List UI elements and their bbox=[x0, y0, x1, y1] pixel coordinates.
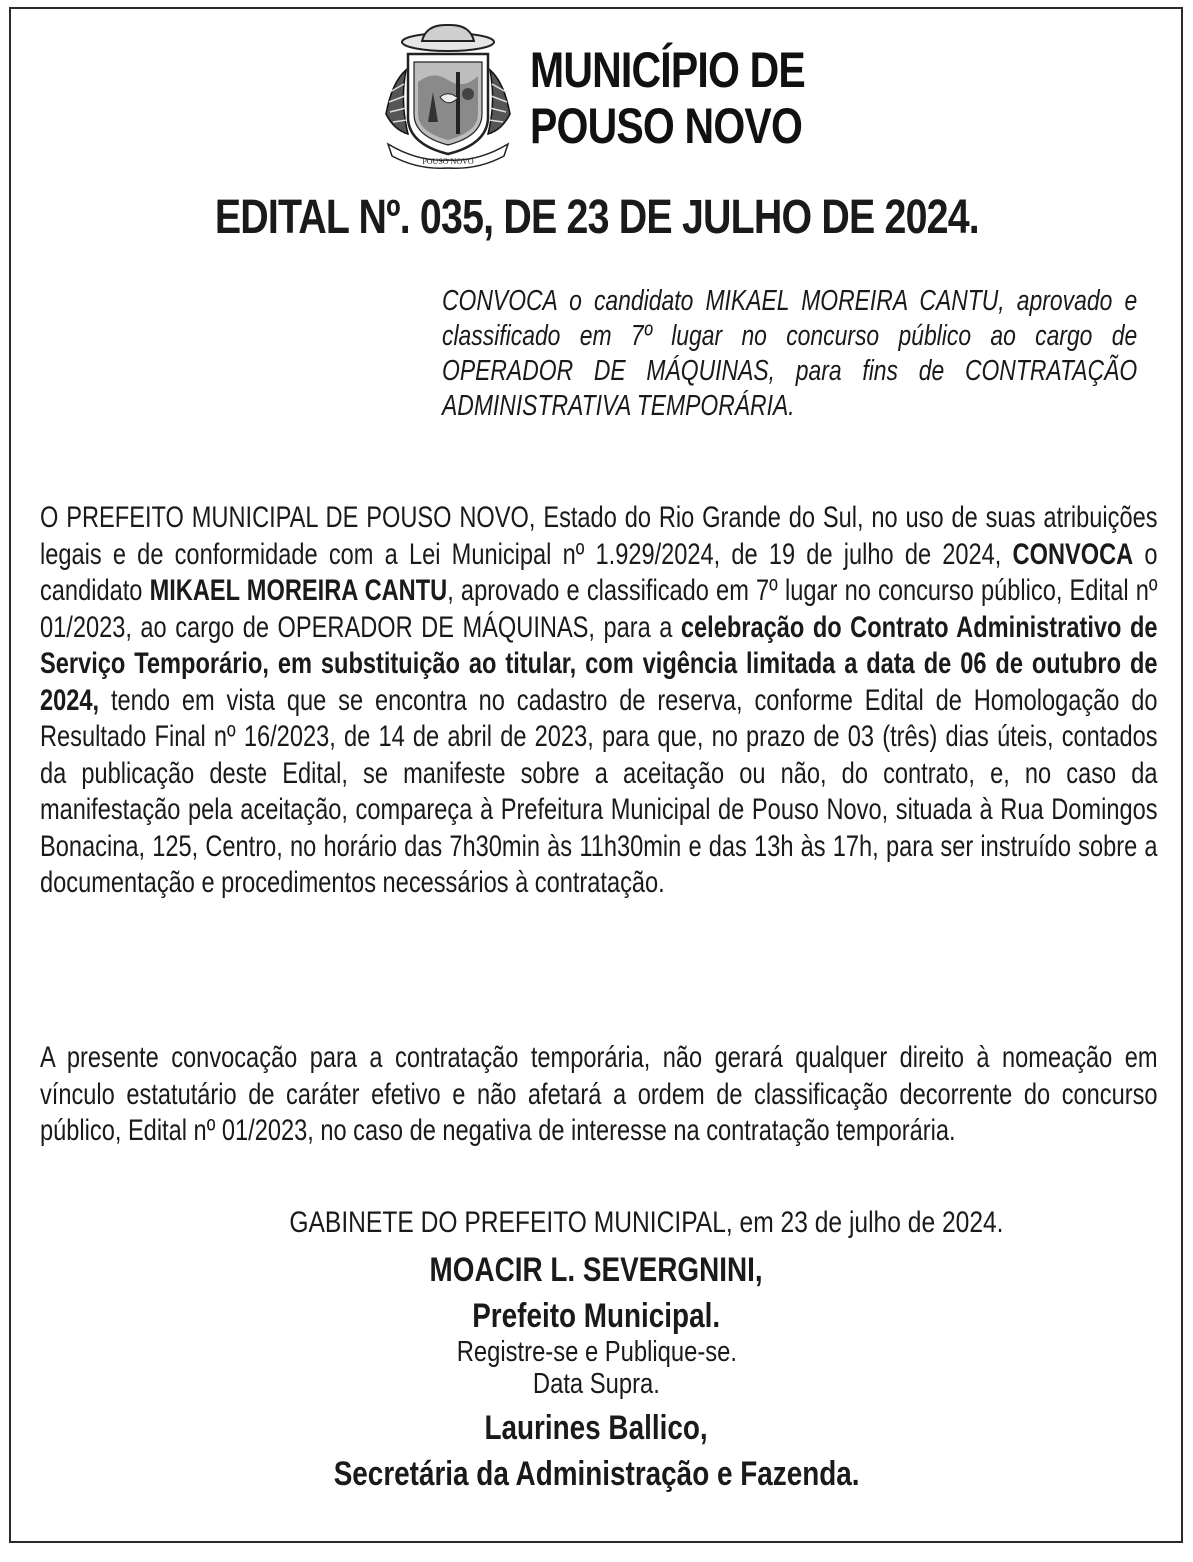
place-date-text: GABINETE DO PREFEITO MUNICIPAL, em 23 de julho de 2024. bbox=[289, 1206, 1004, 1239]
paragraph1-part3: , aprovado e classificado em 7º lugar no concurso público, Edital nº 01/2023, ao cargo de OPERADOR DE MÁQUINAS, para a bbox=[40, 574, 1158, 644]
paragraph1-part2: o candidato bbox=[40, 537, 1158, 607]
signoff-place-date bbox=[0, 1205, 1193, 1241]
edital-summary: CONVOCA o candidato MIKAEL MOREIRA CANTU, aprovado e classificado em 7º lugar no concurso público ao cargo de OPERADOR DE MÁQUINAS, para fins de CONTRATAÇÃO ADMINISTRATIVA TEMPORÁRIA. bbox=[442, 285, 1138, 422]
edital-title-text: EDITAL Nº. 035, DE 23 DE JULHO DE 2024. bbox=[214, 191, 979, 244]
document-header bbox=[378, 22, 858, 172]
contract-emphasis: celebração do Contrato Administrativo de Serviço Temporário, em substituição ao titular, com vigência limitada a data de 06 de outubro de 2024, bbox=[40, 610, 1158, 717]
edital-title bbox=[0, 190, 1193, 246]
paragraph1-part1: O PREFEITO MUNICIPAL DE POUSO NOVO, Estado do Rio Grande do Sul, no uso de suas atribuições legais e de conformidade com a Lei Municipal nº 1.929/2024, de 19 de julho de 2024, bbox=[40, 501, 1158, 571]
municipality-name bbox=[530, 42, 805, 154]
municipality-line2: POUSO NOVO bbox=[530, 98, 803, 154]
paragraph1-part4: tendo em vista que se encontra no cadastro de reserva, conforme Edital de Homologação do Resultado Final nº 16/2023, de 14 de abril de 2023, para que, no prazo de 03 (três) dias úteis, contados da publicação deste Edital, se manifeste sobre a aceitação ou não, do contrato, e, no caso da manifestação pela aceitação, compareça à Prefeitura Municipal de Pouso Novo, situada à Rua Domingos Bonacina, 125, Centro, no horário das 7h30min às 11h30min e das 13h às 17h, para ser instruído sobre a documentação e procedimentos necessários à contratação. bbox=[40, 683, 1158, 899]
secretary-name: Laurines Ballico, bbox=[484, 1409, 709, 1447]
municipality-line1: MUNICÍPIO DE bbox=[530, 42, 805, 98]
crest-ribbon-text: POUSO NOVO bbox=[422, 157, 474, 166]
register-publish: Registre-se e Publique-se. bbox=[456, 1336, 737, 1368]
date-supra: Data Supra. bbox=[533, 1368, 660, 1400]
coat-of-arms-icon bbox=[378, 22, 518, 170]
signature-block bbox=[0, 1250, 1193, 1494]
convoca-keyword: CONVOCA bbox=[1012, 537, 1134, 571]
mayor-name: MOACIR L. SEVERGNINI, bbox=[429, 1251, 764, 1289]
paragraph-convocation bbox=[40, 500, 1158, 902]
paragraph-disclaimer: A presente convocação para a contratação temporária, não gerará qualquer direito à nomeação em vínculo estatutário de caráter efetivo e não afetará a ordem de classificação decorrente do concurso público, Edital nº 01/2023, no caso de negativa de interesse na contratação temporária. bbox=[40, 1041, 1158, 1147]
mayor-title: Prefeito Municipal. bbox=[472, 1297, 721, 1335]
secretary-title: Secretária da Administração e Fazenda. bbox=[333, 1455, 860, 1493]
candidate-name: MIKAEL MOREIRA CANTU bbox=[149, 574, 448, 607]
